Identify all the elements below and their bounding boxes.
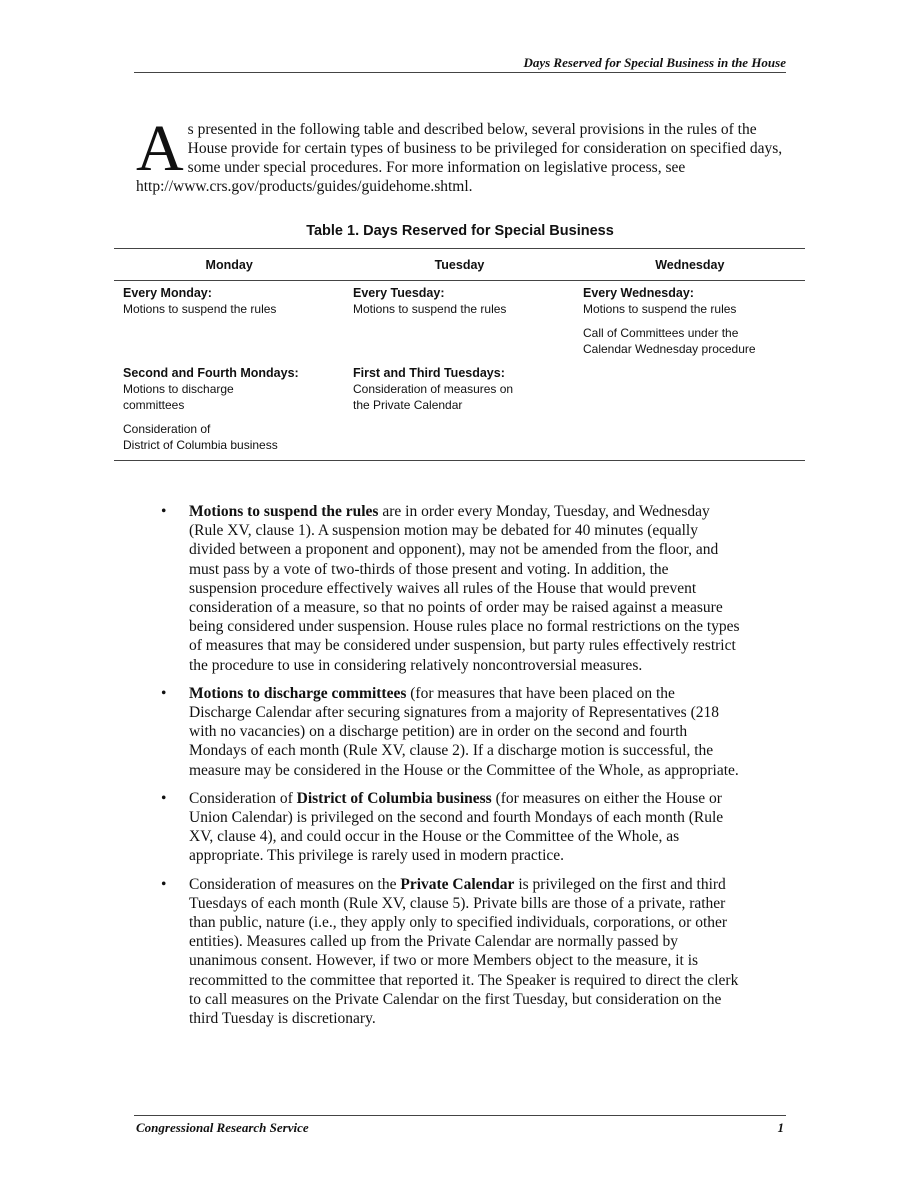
bullet-term: District of Columbia business (296, 789, 492, 807)
drop-cap: A (136, 112, 184, 185)
bullet-item: • Consideration of District of Columbia business (for measures on either the House or Union Calendar) is privileged on the second and fourth Mondays of each month (Rule XV, clause 4), and could occur in the House or the Committee of the Whole, as appropriate. This privilege is rarely used in modern practice. (161, 789, 724, 865)
bullet-icon: • (161, 789, 167, 807)
table-row (114, 281, 805, 357)
cell-line: Motions to suspend the rules (583, 302, 737, 316)
cell-heading: Second and Fourth Mondays: (123, 366, 299, 380)
special-business-table (114, 248, 805, 461)
table-cell-monday (114, 285, 344, 357)
table-row (114, 357, 805, 453)
table-cell-tuesday (344, 365, 574, 453)
cell-line: Consideration of measures on (353, 382, 514, 396)
cell-line: Call of Committees under the (583, 326, 739, 340)
cell-line: Calendar Wednesday procedure (583, 342, 756, 356)
bullet-icon: • (161, 875, 167, 893)
table-title: Table 1. Days Reserved for Special Business (306, 223, 614, 239)
cell-line: committees (123, 398, 185, 412)
bullet-icon: • (161, 684, 167, 702)
cell-heading: Every Monday: (123, 286, 212, 300)
cell-line: the Private Calendar (353, 398, 463, 412)
column-header-monday: Monday (205, 257, 253, 272)
bullet-icon: • (161, 503, 167, 520)
footer-rule (134, 1115, 786, 1116)
cell-line: Motions to discharge (123, 382, 234, 396)
cell-line: Consideration of (123, 422, 211, 436)
bullet-item: • Motions to suspend the rules are in order every Monday, Tuesday, and Wednesday (Rule XV, clause 1). A suspension motion may be debated for 40 minutes (equally divided between a proponent and opponent), may not be amended from the floor, and must pass by a vote of two-thirds of those present and voting. In addition, the suspension procedure effectively waives all rules of the House that would prevent consideration of a measure, so that no points of order may be raised against a measure being considered under suspension. House rules place no formal restrictions on the types of measures that may be considered under suspension, but party rules effectively restrict the procedure to use in considering relatively noncontroversial measures. (161, 503, 740, 674)
bullet-term: Motions to discharge committees (189, 684, 407, 702)
column-header-tuesday: Tuesday (434, 257, 485, 272)
running-head: Days Reserved for Special Business in the House (523, 55, 786, 70)
page-number: 1 (777, 1120, 784, 1135)
cell-heading: Every Wednesday: (583, 286, 694, 300)
intro-paragraph (136, 112, 786, 196)
bullet-item: • Consideration of measures on the Private Calendar is privileged on the first and third Tuesdays of each month (Rule XV, clause 5). Private bills are those of a private, rather than public, nature (i.e., they apply only to specified individuals, corporations, or other entities). Measures called up from the Private Calendar are normally passed by unanimous consent. However, if two or more Members object to the measure, it is recommitted to the committee that reported it. The Speaker is required to direct the clerk to call measures on the Private Calendar on the first Tuesday, but consideration on the third Tuesday is discretionary. (161, 875, 739, 1028)
table-cell-monday (114, 365, 344, 453)
cell-line: Motions to suspend the rules (353, 302, 507, 316)
cell-line: District of Columbia business (123, 438, 278, 452)
bullet-term: Motions to suspend the rules (189, 503, 379, 520)
cell-heading: Every Tuesday: (353, 286, 445, 300)
header-rule (134, 72, 786, 73)
intro-text: s presented in the following table and described below, several provisions in the rules of the House provide for certain types of business to be privileged for consideration on specified days, some under special procedures. For more information on legislative process, see http://www.crs.gov/products/guides/guidehome.shtml. (136, 121, 783, 195)
table-header-row (114, 249, 805, 281)
table-cell-tuesday (344, 285, 574, 357)
table-cell-wednesday (574, 365, 804, 453)
table-cell-wednesday (574, 285, 804, 357)
footer-organization: Congressional Research Service (136, 1120, 309, 1135)
cell-line: Motions to suspend the rules (123, 302, 277, 316)
cell-heading: First and Third Tuesdays: (353, 366, 505, 380)
bullet-item: • Motions to discharge committees (for measures that have been placed on the Discharge Calendar after securing signatures from a majority of Representatives (218 with no vacancies) on a discharge petition) are in order on the second and fourth Mondays of each month (Rule XV, clause 2). If a discharge motion is successful, the measure may be considered in the House or the Committee of the Whole, as appropriate. (161, 684, 739, 779)
bullet-list (160, 502, 740, 1037)
column-header-wednesday: Wednesday (655, 257, 725, 272)
bullet-term: Private Calendar (400, 875, 515, 893)
